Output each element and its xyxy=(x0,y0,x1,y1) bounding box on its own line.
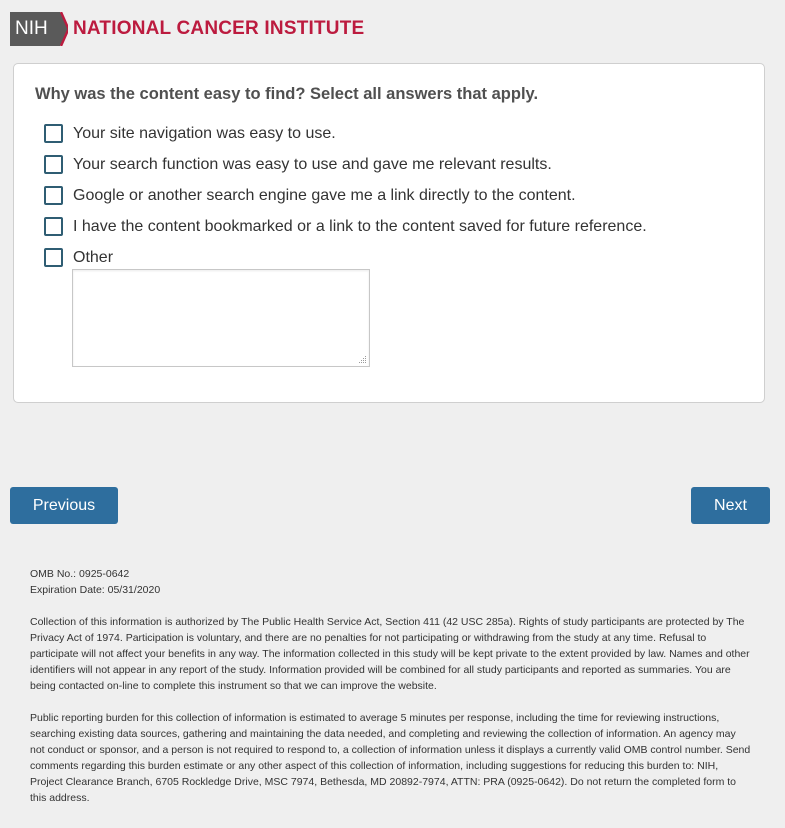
checkbox[interactable] xyxy=(44,124,63,143)
org-name[interactable]: NATIONAL CANCER INSTITUTE xyxy=(73,18,365,39)
other-textarea[interactable] xyxy=(72,269,370,367)
expiration-date: Expiration Date: 05/31/2020 xyxy=(30,584,161,596)
nih-logo[interactable] xyxy=(10,12,56,46)
checkbox[interactable] xyxy=(44,217,63,236)
option-bookmarked[interactable] xyxy=(44,217,647,236)
option-search-engine[interactable] xyxy=(44,186,576,205)
previous-button[interactable]: Previous xyxy=(10,487,118,524)
checkbox[interactable] xyxy=(44,155,63,174)
omb-info xyxy=(30,566,752,598)
option-label: Google or another search engine gave me a link directly to the content. xyxy=(73,186,576,204)
next-button[interactable]: Next xyxy=(691,487,770,524)
site-header xyxy=(10,11,364,47)
omb-number: OMB No.: 0925-0642 xyxy=(30,568,130,580)
option-label: I have the content bookmarked or a link to the content saved for future reference. xyxy=(73,217,647,235)
option-other[interactable] xyxy=(44,248,113,267)
nih-logo-text: NIH xyxy=(15,18,48,39)
option-search-function[interactable] xyxy=(44,155,552,174)
resize-grip-icon[interactable] xyxy=(358,355,367,364)
option-label: Your search function was easy to use and gave me relevant results. xyxy=(73,155,552,173)
checkbox[interactable] xyxy=(44,248,63,267)
privacy-notice: Collection of this information is authorized by The Public Health Service Act, Section 411 (42 USC 285a). Rights of study participants are protected by The Privacy Act of 1974. Participation is voluntary, and there are no penalties for not participating or withdrawing from the study at any time. Refusal to participate will not affect your benefits in any way. The information collected in this study will be kept private to the extent provided by law. Names and other identifiers will not appear in any report of the study. Information provided will be combined for all study participants and reported as summaries. You are being contacted on-line to complete this instrument so that we can improve the website. xyxy=(30,616,750,692)
chevron-right-icon xyxy=(56,12,68,46)
burden-notice: Public reporting burden for this collection of information is estimated to average 5 minutes per response, including the time for reviewing instructions, searching existing data sources, gathering and maintaining the data needed, and completing and reviewing the collection of information. An agency may not conduct or sponsor, and a person is not required to respond to, a collection of information unless it displays a currently valid OMB control number. Send comments regarding this burden estimate or any other aspect of this collection of information, including suggestions for reducing this burden to: NIH, Project Clearance Branch, 6705 Rockledge Drive, MSC 7974, Bethesda, MD 20892-7974, ATTN: PRA (0925-0642). Do not return the completed form to this address. xyxy=(30,712,751,804)
option-label: Your site navigation was easy to use. xyxy=(73,124,336,142)
question-card xyxy=(13,63,765,403)
footer xyxy=(30,566,752,806)
checkbox[interactable] xyxy=(44,186,63,205)
option-site-navigation[interactable] xyxy=(44,124,336,143)
option-label: Other xyxy=(73,248,114,266)
question-text: Why was the content easy to find? Select all answers that apply. xyxy=(35,85,539,103)
